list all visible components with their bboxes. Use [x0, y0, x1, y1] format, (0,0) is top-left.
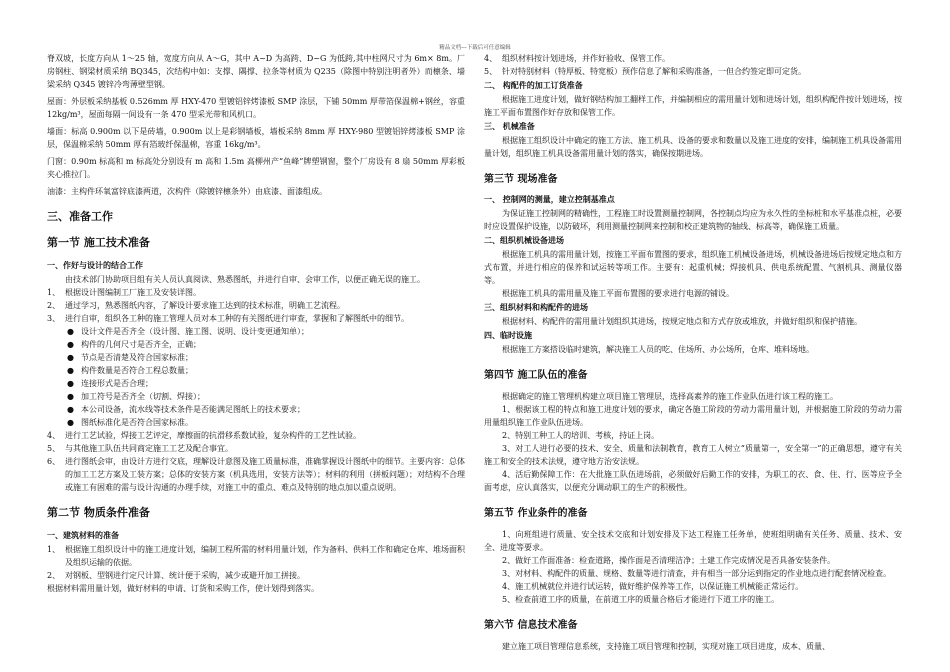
- bullet-text: 构件数量是否符合工程总数量；: [81, 366, 193, 375]
- list-text: 对钢板、型钢进行定尺计算、统计便于采购，减少或避开加工拼接。: [65, 571, 305, 580]
- section-5-title: 第五节 作业条件的准备: [484, 508, 588, 519]
- body-paragraph: 1、向班组进行质量、安全技术交底和计划安排及下达工程施工任务单，使班组明确有关任务、质量、技术、安全、进度等要求。: [484, 530, 902, 552]
- list-number: 4、: [484, 54, 498, 63]
- body-paragraph: 建立施工项目管理信息系统，支持施工项目管理和控制，实现对施工项目进度，成本、质量、: [502, 642, 830, 651]
- bullet-item: [47, 390, 465, 403]
- body-paragraph: 3、对材料、构配件的质量、规格、数量等进行清查，并有相当一部分运到指定的作业地点进行配套情况检查。: [502, 569, 892, 578]
- numbered-list: [47, 286, 465, 325]
- body-paragraph: 4、活后勤保障工作：在大批施工队伍进场前，必须做好后勤工作的安排，为职工的衣、食、住、行、医等应予全面考虑，应认真落实，以便充分调动职工的生产的积极性。: [484, 470, 902, 492]
- list-number: 5、: [484, 67, 498, 76]
- list-text: 与其他施工队伍共同商定施工工艺及配合事宜。: [65, 444, 233, 453]
- list-item: [47, 299, 465, 312]
- list-number: 4、: [47, 431, 61, 440]
- list-text: 根据材料需用量计划，做好材料的申请、订货和采购工作，使计划得到落实。: [47, 584, 319, 593]
- list-number: 2、: [47, 571, 61, 580]
- subsection-heading: 一、建筑材料的准备: [47, 531, 119, 540]
- body-paragraph: 1、根据该工程的特点和施工进度计划的要求，确定各施工阶段的劳动力需用量计划，并根据施工阶段的劳动力需用量组织施工作业队伍进场。: [484, 405, 902, 427]
- body-paragraph: 根据施工机具的需用量及施工平面布置图的要求进行电源的铺设。: [502, 289, 734, 298]
- list-item: [47, 455, 465, 494]
- bullet-icon: ●: [67, 366, 74, 375]
- bullet-item: [47, 377, 465, 390]
- body-paragraph: 根据施工方案搭设临时建筑，解决施工人员的吃、住场所、办公场所，仓库、堆料场地。: [502, 345, 814, 354]
- list-number: 5、: [47, 444, 61, 453]
- subsection-heading: 三、组织材料和构配件的进场: [484, 303, 588, 312]
- list-number: 1、: [47, 545, 61, 554]
- bullet-list: [47, 325, 465, 429]
- left-column: [47, 52, 465, 595]
- body-paragraph: 根据施工组织设计中确定的施工方法、施工机具、设备的要求和数量以及施工进度的安排，编制施工机具设备需用量计划，组织施工机具设备需用量计划的落实，确保按期进场。: [484, 136, 902, 158]
- body-paragraph: 5、检查前道工序的质量，在前道工序的质量合格后才能进行下道工序的施工。: [502, 595, 780, 604]
- bullet-item: [47, 403, 465, 416]
- subsection-heading: 三、 机械准备: [484, 122, 535, 131]
- right-column: [484, 52, 902, 657]
- bullet-text: 连接形式是否合理；: [81, 379, 153, 388]
- list-item: [47, 286, 465, 299]
- list-item: [47, 429, 465, 442]
- list-text: 通过学习，熟悉图纸内容，了解设计要求施工达到的技术标准，明确工艺流程。: [65, 301, 345, 310]
- list-number: 2、: [47, 301, 61, 310]
- bullet-icon: ●: [67, 353, 74, 362]
- list-item: [47, 569, 465, 582]
- body-paragraph: 根据施工机具的需用量计划，按施工平面布置图的要求，组织施工机械设备进场，机械设备进场后按规定地点和方式布置，并进行相应的保养和试运转等项工作。主要有：起重机械；焊接机具、供电系统配置、气割机具、测量仪器等。: [484, 250, 902, 285]
- list-text: 进行自审，组织各工种的施工管理人员对本工种的有关图纸进行审查，掌握和了解图纸中的细节。: [65, 314, 409, 323]
- wall-paragraph: 墙面：标高 0.900m 以下是砖墙，0.900m 以上是彩钢墙板，墙板采纳 8mm 厚 HXY-980 型镀铝锌烤漆板 SMP 涂层，保温棉采纳 50mm 厚有箔玻纤保温棉，容重 16kg/m³。: [47, 127, 465, 149]
- roof-paragraph: 屋面：外层板采纳基板 0.526mm 厚 HXY-470 型镀铝锌烤漆板 SMP 涂层，下铺 50mm 厚带箔保温棉+钢丝，容重 12kg/m³，屋面每隔一间设有一条 470 型采光带和风机口。: [47, 97, 465, 119]
- list-item: [47, 582, 465, 595]
- list-item: [484, 52, 902, 65]
- bullet-icon: ●: [67, 340, 74, 349]
- bullet-icon: ●: [67, 392, 74, 401]
- list-text: 根据设计图编制工厂施工及安装详图。: [65, 288, 201, 297]
- subsection-heading: 二、 构配件的加工订货准备: [484, 81, 583, 90]
- bullet-item: [47, 364, 465, 377]
- bullet-text: 本公司设备，流水线等技术条件是否能满足图纸上的技术要求；: [81, 405, 305, 414]
- bullet-icon: ●: [67, 405, 74, 414]
- bullet-text: 加工符号是否齐全（切割、焊接）；: [81, 392, 205, 401]
- subsection-heading: 二、组织机械设备进场: [484, 236, 564, 245]
- section-4-title: 第四节 施工队伍的准备: [484, 370, 588, 381]
- list-text: 根据施工组织设计中的施工进度计划，编制工程所需的材料用量计划，作为备料、供料工作和确定仓库、堆场面积及组织运输的依据。: [65, 545, 465, 567]
- bullet-icon: ●: [67, 379, 74, 388]
- body-paragraph: 为保证施工控制网的精确性，工程施工时设置测量控制网，各控制点均应为永久性的坐标桩和水平基准点桩，必要时应设置保护设施，以防破坏，利用测量控制网来控制和校正建筑物的轴线、标高等，确保施工质量。: [484, 209, 902, 231]
- numbered-list: [47, 543, 465, 595]
- subsection-heading: 一、 控制网的测量，建立控制基准点: [484, 195, 615, 204]
- intro-paragraph: 脊双坡，长度方向从 1～25 轴，宽度方向从 A～G，其中 A~D 为高跨、D~G 为低跨,其中柱网尺寸为 6m× 8m。厂房钢柱、钢梁材质采纳 BQ345，次结构中如：支撑、隅撑、拉条等材质为 Q235（除图中特别注明者外）而檩条、墙梁采纳 Q345 镀锌冷弯薄壁型钢。: [47, 54, 465, 89]
- list-text: 进行工艺试验，焊接工艺评定，摩擦面的抗滑移系数试验，复杂构件的工艺性试验。: [65, 431, 361, 440]
- subsection-heading: 四、临时设施: [484, 331, 532, 340]
- section-3-title: 第三节 现场准备: [484, 174, 558, 185]
- bullet-item: [47, 325, 465, 338]
- list-item: [47, 312, 465, 325]
- list-number: 3、: [47, 314, 61, 323]
- body-paragraph: 2、做好工作面准备：检查道路，操作面是否清理洁净；土建工作完成情况是否具备安装条件。: [502, 556, 836, 565]
- list-text: 针对特别材料（特厚板、特宽板）预作信息了解和采购准备，一但合约签定即可定货。: [502, 67, 806, 76]
- list-item: [484, 65, 902, 78]
- section-2-title: 第二节 物质条件准备: [47, 506, 150, 519]
- body-paragraph: 4、施工机械就位并进行试运转，做好维护保养等工作，以保证施工机械能正常运行。: [502, 582, 804, 591]
- body-paragraph: 根据材料、构配件的需用量计划组织其进场，按规定地点和方式存放或堆放，并做好组织和保护措施。: [502, 317, 862, 326]
- subsection-heading: 一、作好与设计的结合工作: [47, 261, 143, 270]
- section-1-title: 第一节 施工技术准备: [47, 236, 150, 249]
- door-paragraph: 门窗：0.90m 标高和 m 标高处分别设有 m 高和 1.5m 高柳州产“鱼峰”牌塑钢窗，整个厂房设有 8 扇 50mm 厚彩板夹心推拉门。: [47, 157, 465, 179]
- list-number: 6、: [47, 457, 61, 466]
- numbered-list: [47, 429, 465, 494]
- bullet-text: 节点是否清楚及符合国家标准；: [81, 353, 193, 362]
- body-paragraph: 3、对工人进行必要的技术、安全、质量和法制教育，教育工人树立“质量第一，安全第一”的正确思想，遵守有关施工和安全的技术法规，遵守地方治安法规。: [484, 444, 902, 466]
- list-item: [47, 543, 465, 569]
- bullet-item: [47, 351, 465, 364]
- chapter-title: 三、准备工作: [47, 210, 113, 223]
- body-paragraph: 2、特别工种工人的培训、考核，持证上岗。: [502, 431, 660, 440]
- numbered-list: [484, 52, 902, 78]
- list-text: 组织材料按计划进场，并作好验收、保管工作。: [502, 54, 670, 63]
- bullet-item: [47, 338, 465, 351]
- bullet-icon: ●: [67, 418, 74, 427]
- bullet-text: 构件的几何尺寸是否齐全，正确；: [81, 340, 201, 349]
- list-number: 1、: [47, 288, 61, 297]
- bullet-icon: ●: [67, 327, 74, 336]
- bullet-text: 图纸标准化是否符合国家标准。: [81, 418, 193, 427]
- list-text: 进行图纸会审，由设计方进行交底，理解设计意图及施工质量标准，准确掌握设计图纸中的细节。主要内容：总体的加工工艺方案及工装方案；总体的安装方案（机具选用，安装方法等）；材料的利用（拼板问题）；对结构不合理或施工有困难的需与设计沟通的办理手续，对施工中的重点、难点及特别的地点加以重点说明。: [65, 457, 465, 492]
- bullet-text: 设计文件是否齐全（设计图、施工图、说明、设计变更通知单）；: [81, 327, 309, 336]
- bullet-item: [47, 416, 465, 429]
- body-paragraph: 根据确定的施工管理机构建立项目施工管理层，选择高素养的施工作业队伍进行该工程的施工。: [502, 392, 838, 401]
- body-paragraph: 由技术部门协助项目组有关人员认真阅读、熟悉图纸，并进行自审、会审工作，以便正确无误的施工。: [65, 275, 425, 284]
- page-header: 精品文档---下载后可任意编辑: [439, 45, 511, 51]
- list-item: [47, 442, 465, 455]
- paint-paragraph: 油漆：主构件环氧富锌底漆两道，次构件（除镀锌檩条外）由底漆、面漆组成。: [47, 187, 327, 196]
- body-paragraph: 根据施工进度计划，做好钢结构加工翻样工作，并编制相应的需用量计划和进场计划，组织构配件按计划进场，按施工平面布置图作好存放和保管工作。: [484, 95, 902, 117]
- section-6-title: 第六节 信息技术准备: [484, 620, 578, 631]
